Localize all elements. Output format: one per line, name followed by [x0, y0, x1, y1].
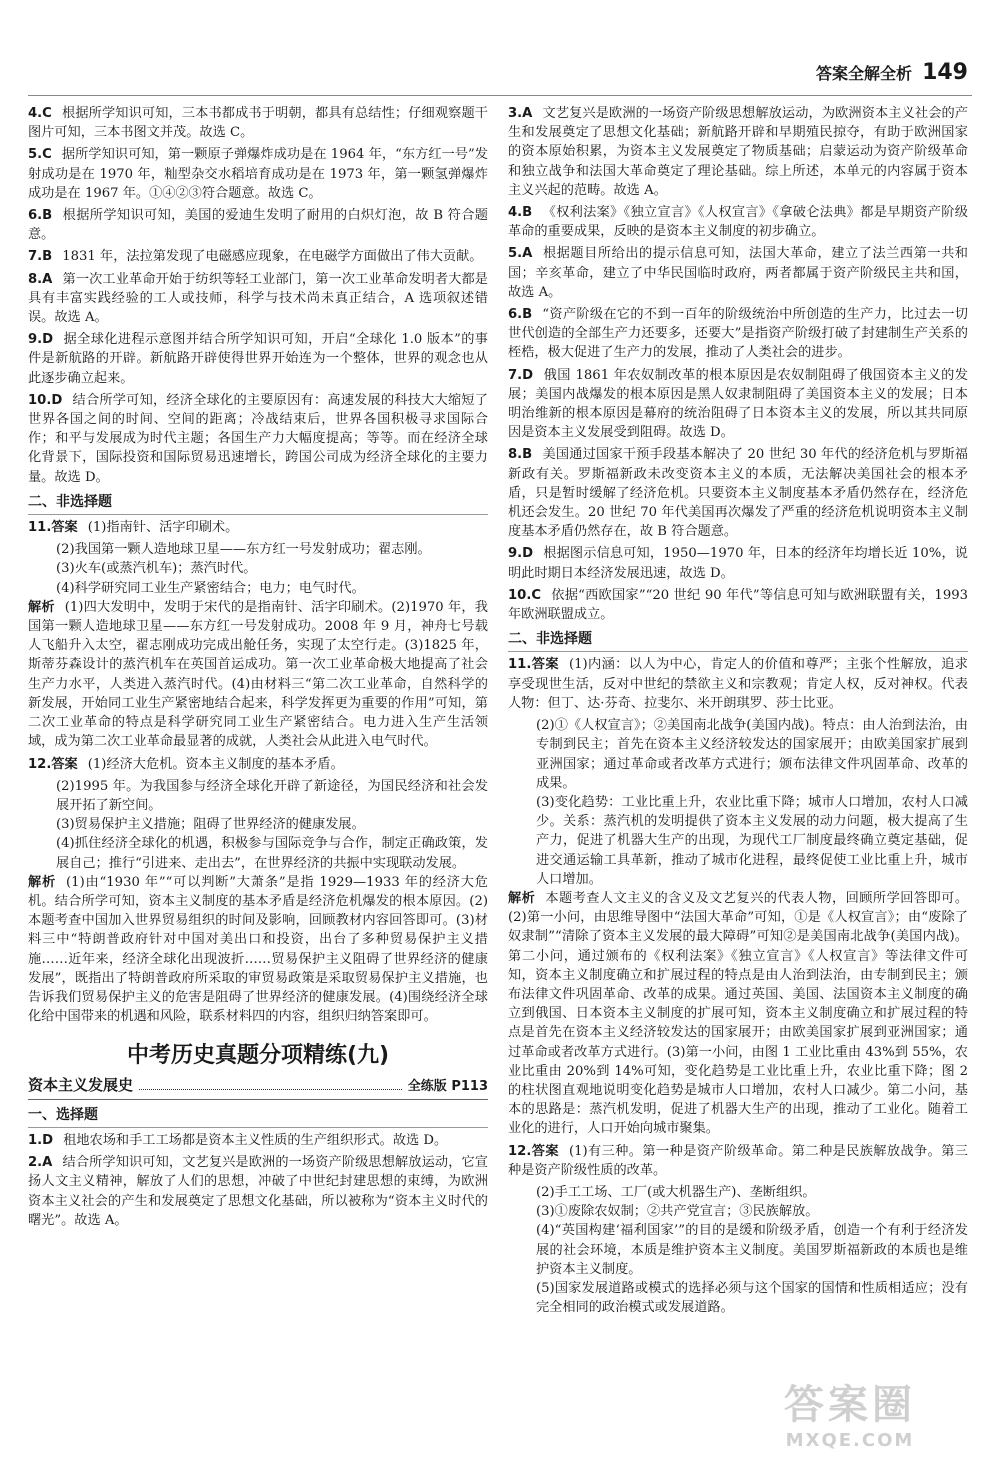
left-section-heading-2: 二、非选择题 [28, 493, 488, 515]
left-answer-item [28, 270, 488, 328]
answer-number: 8.B [508, 447, 533, 463]
answer-text: 俄国 1861 年农奴制改革的根本原因是农奴制阻碍了俄国资本主义的发展；美国内战爆发的根本原因是黑人奴隶制阻碍了美国资本主义的发展；日本明治维新的根本原因是幕府的统治阻碍了日本资本主义的发展，所以其共同原因是资本主义发展受到阻碍。故选 D。 [508, 367, 968, 441]
left-answer-item [28, 247, 488, 266]
page-header [816, 60, 968, 85]
right-answer-item [508, 544, 968, 582]
q12-analysis: 解析 (1)由“1930 年”“可以判断”大萧条”是指 1929—1933 年的经济大危机。结合所学可知，资本主义制度的基本矛盾是经济危机爆发的根本原因。(2)本题考查中国加入世界贸易组织的时间及影响，回顾教材内容回答即可。(3)材料三中“特朗普政府针对中国对美出口和投资，出台了多种贸易保护主义措施……近年来，经济全球化出现波折……贸易保护主义阻碍了世界经济的健康发展”，既指出了特朗普政府所采取的审贸易政策是采取贸易保护主义措施，也告诉我们贸易保护主义的危害是阻碍了世界经济的健康发展。(4)围绕经济全球化给中国带来的机遇和风险，联系材料四的内容，组织归纳答案即可。 [28, 874, 488, 1025]
chapter-title: 中考历史真题分项精练(九) [126, 1043, 390, 1069]
answer-number: 3.A [508, 106, 533, 121]
right-answer-item [508, 445, 968, 541]
answer-number: 7.D [508, 367, 534, 383]
topic-heading [28, 1076, 488, 1100]
right-answer-item [508, 366, 968, 443]
watermark-text: 答案圈 [784, 1382, 916, 1428]
answer-text: 《权利法案》《独立宣言》《人权宣言》《拿破仑法典》都是早期资产阶级革命的重要成果，反映的是资本主义制度的初步确立。 [508, 205, 968, 240]
answer-number: 4.C [28, 106, 52, 121]
left-answer-item [28, 104, 488, 142]
answer-text: 依据“西欧国家”“20 世纪 90 年代”等信息可知与欧洲联盟有关，1993 年欧洲联盟成立。 [508, 587, 968, 623]
watermark-logo [730, 1373, 970, 1453]
right-answer-item [508, 104, 968, 200]
right-answer-item [508, 305, 968, 363]
r12-answer-1: 12.答案 (1)有三种。第一种是资产阶级革命。第二种是民族解放战争。第三种是资产阶级性质的改革。 [508, 1143, 968, 1178]
left-bottom-answer-item [28, 1131, 488, 1150]
answer-text: 结合所学知识可知，文艺复兴是欧洲的一场资产阶级思想解放运动，它宣扬人文主义精神，解放了人们的思想，冲破了中世纪封建思想的束缚，为欧洲资本主义社会的产生和发展奠定了思想文化基础，所以被称为“资本主义时代的曙光”。故选 A。 [28, 1155, 488, 1228]
answer-text: 租地农场和手工工场都是资本主义性质的生产组织形式。故选 D。 [63, 1132, 448, 1148]
answer-number: 2.A [28, 1155, 53, 1171]
answer-text: 据所学知识可知，第一颗原子弹爆炸成功是在 1964 年，“东方红一号”发射成功是在 1970 年，籼型杂交水稻培育成功是在 1973 年，第一颗氢弹爆炸成功是在 1967 年。①④②③符合题意。故选 C。 [28, 147, 488, 201]
answer-text: 根据所学知识可知，三本书都成书于明朝，都具有总结性；仔细观察题干图片可知，三本书图文并茂。故选 C。 [28, 106, 488, 141]
answer-number: 8.A [28, 271, 53, 287]
q12-answer-1: 12.答案 (1)经济大危机。资本主义制度的基本矛盾。 [28, 756, 344, 772]
r11-label: 11.答案 [508, 657, 559, 673]
answer-number: 9.D [508, 546, 534, 562]
answer-text: 据全球化进程示意图并结合所学知识可知，开启“全球化 1.0 版本”的事件是新航路的开辟。新航路开辟使得世界开始连为一个整体，世界的观念也从此逐步确立起来。 [28, 332, 488, 386]
answer-number: 6.B [28, 208, 53, 224]
r11-answer-1: 11.答案 (1)内涵：以人为中心，肯定人的价值和尊严；主张个性解放，追求享受现世生活，反对中世纪的禁欲主义和宗教观；肯定人权，反对神权。代表人物：但丁、达·芬奇、拉斐尔、米开朗琪罗、莎士比亚。 [508, 657, 968, 711]
answer-number: 10.C [508, 587, 542, 603]
header-divider [28, 95, 972, 96]
left-bottom-answer-item [28, 1153, 488, 1230]
right-question-11-block [508, 655, 968, 1138]
q12-label: 12.答案 [28, 756, 78, 772]
answer-number: 6.B [508, 307, 533, 323]
right-section-heading-2: 二、非选择题 [508, 630, 968, 652]
q11-answer-3: (3)火车(或蒸汽机车)；蒸汽时代。 [56, 561, 257, 577]
left-answer-list [28, 104, 488, 487]
left-answer-item [28, 330, 488, 388]
q11-answer-4: (4)科学研究同工业生产紧密结合；电力；电气时代。 [56, 580, 365, 596]
left-answer-item [28, 145, 488, 203]
answer-number: 4.B [508, 205, 533, 221]
q12-answer-2: (2)1995 年。为我国参与经济全球化开辟了新途径，为国民经济和社会发展开拓了新空间。 [56, 778, 488, 813]
q11-analysis: 解析 (1)四大发明中，发明于宋代的是指南针、活字印刷术。(2)1970 年，我国第一颗人造地球卫星——东方红一号发射成功。2008 年 9 月，神舟七号载人飞船升入太空，翟志刚成功完成出舱任务，实现了太空行走。(3)1825 年，斯蒂芬森设计的蒸汽机车在英国首运成功。第一次工业革命极大地提高了社会生产力水平，人类进入蒸汽时代。(4)由材料三“第二次工业革命，自然科学的新发展，开始同工业生产紧密地结合起来，科学发挥更为重要的作用”可知，第二次工业革命的特点是科学研究同工业生产紧密结合。电力进入生产生活领域，成为第二次工业革命最显著的成就，人类社会从此进入电气时代。 [28, 599, 488, 750]
answer-number: 1.D [28, 1132, 54, 1148]
r12-label: 12.答案 [508, 1143, 559, 1159]
answer-text: 1831 年，法拉第发现了电磁感应现象，在电磁学方面做出了伟大贡献。 [62, 249, 483, 265]
question-12-block [28, 755, 488, 1027]
topic-page-ref: 全练版 P113 [407, 1078, 488, 1094]
q12-answer-4: (4)抓住经济全球化的机遇，积极参与国际竞争与合作，制定正确政策，发展自己；推行“引进来、走出去”，在世界经济的共振中实现联动发展。 [56, 836, 488, 871]
header-label: 答案全解全析 [816, 64, 913, 83]
right-answer-item [508, 586, 968, 624]
answer-number: 10.D [28, 392, 63, 408]
right-answer-item [508, 203, 968, 241]
q11-label: 11.答案 [28, 520, 78, 536]
right-column [508, 104, 968, 1317]
r12-answer-4: (4)“英国构建‘福利国家’”的目的是缓和阶级矛盾，创造一个有利于经济发展的社会环境，本质是维护资本主义制度。美国罗斯福新政的本质也是维护资本主义制度。 [536, 1223, 968, 1277]
topic-title: 资本主义发展史 [28, 1075, 134, 1094]
q12-answer-3: (3)贸易保护主义措施；阻碍了世界经济的健康发展。 [56, 817, 365, 833]
left-answer-item [28, 391, 488, 487]
q11-answer-1: 11.答案 (1)指南针、活字印刷术。 [28, 520, 239, 536]
left-answer-item [28, 206, 488, 244]
right-question-12-block [508, 1142, 968, 1318]
leader-dots [139, 1089, 402, 1090]
right-answer-item [508, 244, 968, 302]
page-number: 149 [922, 60, 968, 85]
r12-answer-2: (2)手工工场、工厂(或大机器生产)、垄断组织。 [536, 1184, 816, 1200]
answer-text: 结合所学可知，经济全球化的主要原因有：高速发展的科技大大缩短了世界各国之间的时间、空间的距离；冷战结束后，世界各国积极寻求国际合作；和平与发展成为时代主题；各国生产力大幅度提高；等等。而在经济全球化背景下，国际投资和国际贸易迅速增长，跨国公司成为经济全球化的主要力量。故选 D。 [28, 392, 488, 485]
r11-answer-3: (3)变化趋势：工业比重上升，农业比重下降；城市人口增加，农村人口减少。关系：蒸汽机的发明提供了资本主义发展的动力问题，极大提高了生产力，促进了机器大生产的出现，为现代工厂制度最终确立奠定基础，促进交通运输工具革新，推动了城市化进程，最终促使工业比重上升，城市人口增加。 [536, 794, 968, 887]
left-section-heading-1: 一、选择题 [28, 1106, 488, 1128]
watermark-url: MXQE.COM [785, 1430, 915, 1451]
answer-number: 9.D [28, 332, 54, 348]
answer-text: 根据题目所给出的提示信息可知，法国大革命，建立了法兰西第一共和国；辛亥革命，建立了中华民国临时政府，两者都属于资产阶级民主共和国，故选 A。 [508, 246, 968, 300]
right-answer-list [508, 104, 968, 624]
answer-number: 7.B [28, 249, 53, 265]
answer-text: 文艺复兴是欧洲的一场资产阶级思想解放运动，为欧洲资本主义社会的产生和发展奠定了思想文化基础；新航路开辟和早期殖民掠夺，有助于欧洲国家的资本原始积累，为资本主义发展奠定了物质基础；启蒙运动为资产阶级革命和独立战争和法国大革命奠定了理论基础。综上所述，本单元的内容属于资本主义兴起的范畴。故选 A。 [508, 106, 968, 198]
r11-analysis: 解析 本题考查人文主义的含义及文艺复兴的代表人物，回顾所学回答即可。(2)第一小问，由思维导图中“法国大革命”可知，①是《人权宣言》；由“废除了奴隶制”“清除了资本主义发展的最大障碍”可知②是美国南北战争(美国内战)。第二小问，通过颁布的《权利法案》《独立宣言》《人权宣言》等法律文件可知，资本主义制度确立和扩展过程的特点是由人治到法治，由专制到民主；颁布法律文件巩固革命、改革的成果。通过英国、美国、法国资本主义制度的确立到俄国、日本资本主义制度的扩展可知，资本主义制度确立和扩展过程的特点是首先在资本主义经济较发达的国家展开；由欧美国家扩展到亚洲国家；通过革命或者改革方式进行。(3)第一小问，由图 1 工业比重由 43%到 55%，农业比重由 20%到 14%可知，变化趋势是工业比重上升，农业比重下降；图 2 的柱状图直观地说明变化趋势是城市人口增加，农村人口减少。第二小问，基本的思路是：蒸汽机发明，促进了机器大生产的出现，推动了工业化。随着工业化的进行，人口开始向城市聚集。 [508, 890, 969, 1137]
q11-answer-2: (2)我国第一颗人造地球卫星——东方红一号发射成功；翟志刚。 [56, 542, 431, 558]
answer-text: 根据所学知识可知，美国的爱迪生发明了耐用的白炽灯泡，故 B 符合题意。 [28, 208, 488, 243]
answer-number: 5.A [508, 246, 533, 262]
left-bottom-answer-list [28, 1131, 488, 1230]
question-11-block [28, 518, 488, 751]
answer-text: 根据图示信息可知，1950—1970 年，日本的经济年均增长近 10%，说明此时期日本经济发展迅速，故选 D。 [508, 546, 968, 581]
answer-text: 美国通过国家干预手段基本解决了 20 世纪 30 年代的经济危机与罗斯福新政有关。罗斯福新政未改变资本主义的本质，无法解决美国社会的根本矛盾，只是暂时缓解了经济危机。只要资本主义制度基本矛盾仍然存在，经济危机还会发生。20 世纪 70 年代美国再次爆发了严重的经济危机说明资本主义制度基本矛盾仍然存在，故 B 符合题意。 [508, 447, 968, 540]
answer-text: 第一次工业革命开始于纺织等轻工业部门，第一次工业革命发明者大都是具有丰富实践经验的工人或技师，科学与技术尚未真正结合，A 选项叙述错误。故选 A。 [28, 271, 488, 326]
r12-answer-3: (3)①废除农奴制；②共产党宣言；③民族解放。 [536, 1204, 819, 1220]
r12-answer-5: (5)国家发展道路或模式的选择必须与这个国家的国情和性质相适应；没有完全相同的政治模式或发展道路。 [536, 1280, 968, 1316]
answer-number: 5.C [28, 147, 52, 163]
r11-answer-2: (2)①《人权宣言》；②美国南北战争(美国内战)。特点：由人治到法治，由专制到民主；首先在资本主义经济较发达的国家展开；由欧美国家扩展到亚洲国家；通过革命或者改革方式进行；颁布法律文件巩固革命、改革的成果。 [536, 718, 968, 791]
left-column [28, 104, 488, 1233]
answer-text: “资产阶级在它的不到一百年的阶级统治中所创造的生产力，比过去一切世代创造的全部生产力还要多，还要大”是指资产阶级打破了封建制生产关系的桎梏，极大促进了生产力的发展，推动了人类社会的进步。 [508, 307, 968, 361]
